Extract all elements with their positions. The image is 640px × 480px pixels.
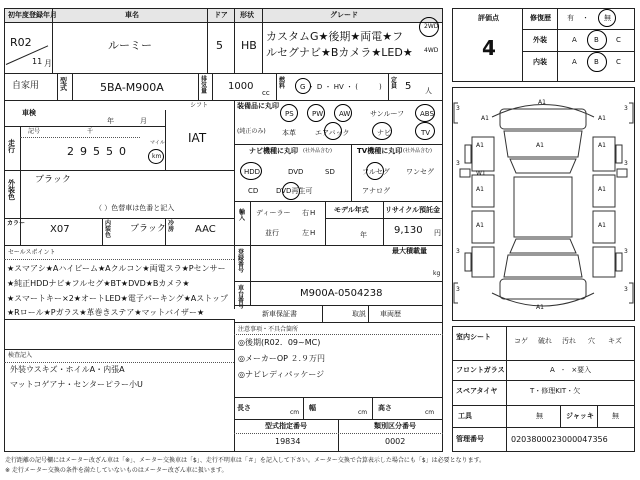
cargo-label: 最大積載量 bbox=[392, 247, 427, 255]
reg-no-label: 登録番号 bbox=[238, 249, 245, 274]
windshield bbox=[510, 159, 576, 173]
exterior-grade-b: B bbox=[594, 36, 599, 44]
sales-line: ★スマートキー×2★オートLED★電子パーキング★Aストップ bbox=[7, 294, 228, 303]
equip-abs: ABS bbox=[420, 110, 434, 118]
interior-b-circle bbox=[587, 52, 607, 72]
odometer-digit: 0 bbox=[119, 145, 126, 158]
corner-label: 3 bbox=[624, 286, 628, 293]
equip-airbag: エアバック bbox=[315, 129, 350, 137]
drive-2wd: 2WD bbox=[424, 23, 439, 30]
equip-abs-circle bbox=[415, 104, 435, 122]
navi-note: (社外品含む) bbox=[303, 148, 332, 154]
exterior-grade-c: C bbox=[616, 36, 621, 44]
door-label: ドア bbox=[214, 11, 228, 19]
shaken-month-unit: 月 bbox=[140, 117, 147, 125]
left-rear-wheel bbox=[465, 253, 471, 271]
first-reg-label: 初年度登録年月 bbox=[8, 11, 57, 19]
width-label: 幅 bbox=[309, 404, 316, 412]
equip-ps: PS bbox=[285, 110, 294, 118]
equip-aw-circle bbox=[334, 104, 352, 122]
navi-dvd-play: DVD再生可 bbox=[276, 187, 313, 195]
equip-pw-circle bbox=[307, 104, 325, 122]
navi-title: ナビ機種に丸印 bbox=[249, 147, 298, 155]
import-left: 左 bbox=[302, 229, 309, 237]
km-label: km bbox=[152, 153, 162, 160]
navi-dvd-play-circle bbox=[282, 182, 300, 200]
damage-mark: A1 bbox=[476, 142, 484, 149]
jack-value: 無 bbox=[612, 412, 619, 420]
navi-dvd: DVD bbox=[288, 168, 304, 176]
front-bumper-line bbox=[492, 105, 594, 118]
grade-line1: カスタムG★後期★両電★フ bbox=[266, 30, 404, 43]
equipment-title: 装備品に丸印 bbox=[237, 102, 279, 110]
score-label: 評価点 bbox=[478, 14, 499, 22]
cargo-unit: kg bbox=[433, 270, 441, 277]
rear-glass bbox=[510, 239, 576, 253]
type-label: 型式 bbox=[60, 77, 67, 92]
model-code: 5BA-M900A bbox=[100, 81, 164, 94]
mile-label: マイル bbox=[150, 140, 165, 146]
capacity: 5 bbox=[405, 81, 412, 92]
model-year-label: モデル年式 bbox=[334, 206, 369, 214]
import-right-val: H bbox=[310, 209, 316, 217]
bracket bbox=[629, 283, 633, 303]
equip-navi-circle bbox=[372, 122, 392, 140]
record-label: 記号 bbox=[28, 128, 41, 135]
displacement: 1000 bbox=[228, 81, 254, 92]
tv-fullseg-circle bbox=[366, 162, 384, 180]
class-number: 0002 bbox=[385, 437, 406, 446]
exterior-grade-a: A bbox=[572, 36, 577, 44]
yen-unit: 円 bbox=[434, 229, 441, 237]
management-label: 管理番号 bbox=[456, 435, 484, 443]
management-number: 0203800023000047356 bbox=[511, 435, 608, 444]
equipment-note: (純正のみ) bbox=[237, 128, 266, 135]
damage-mark: A1 bbox=[598, 222, 606, 229]
equip-ps-circle bbox=[280, 104, 298, 122]
note-line: ◎メーカーOP ２.９万円 bbox=[238, 354, 326, 363]
reg-month: 11 bbox=[32, 57, 43, 66]
front-bumper bbox=[500, 109, 586, 129]
equip-airbag-circle bbox=[324, 122, 342, 140]
damage-mark: A1 bbox=[598, 142, 606, 149]
color-code: X07 bbox=[50, 224, 70, 235]
damage-mark: A1 bbox=[476, 186, 484, 193]
height-unit: cm bbox=[425, 409, 435, 416]
km-circle bbox=[148, 149, 164, 164]
note-line: ◎後期(R02．09~MC) bbox=[238, 338, 321, 347]
recycle-amount: 9,130 bbox=[394, 225, 423, 236]
import-label: 輸入 bbox=[239, 209, 246, 222]
shift: IAT bbox=[188, 131, 207, 145]
tv-fullseg: フルセグ bbox=[362, 168, 390, 176]
bracket bbox=[629, 103, 633, 123]
odometer-digit: 5 bbox=[106, 145, 113, 158]
equip-sunroof: サンルーフ bbox=[370, 110, 405, 118]
rear-bumper bbox=[500, 279, 586, 299]
corner-label: 3 bbox=[456, 286, 460, 293]
equip-tv-circle bbox=[415, 122, 435, 140]
inspector-title: 検査記入 bbox=[8, 352, 33, 359]
damage-mark: A1 bbox=[598, 115, 606, 122]
navi-hdd-circle bbox=[240, 162, 262, 180]
import-parallel: 並行 bbox=[265, 229, 279, 237]
corner-label: 3 bbox=[456, 105, 460, 112]
repair-no: 無 bbox=[604, 14, 611, 22]
import-dealer: ディーラー bbox=[256, 209, 291, 217]
left-mirror bbox=[460, 169, 470, 177]
fuel-options: G ・ D ・ HV ・ ( ) bbox=[300, 83, 382, 91]
right-rear-wheel bbox=[616, 253, 622, 271]
sales-line: ★純正HDDナビ★フルセグ★BT★DVD★Bカメラ★ bbox=[7, 279, 190, 288]
interior-grade-b: B bbox=[594, 58, 599, 66]
usage: 自家用 bbox=[12, 81, 40, 91]
repair-dot: ・ bbox=[582, 14, 589, 22]
import-left-val: H bbox=[310, 229, 316, 237]
warranty-label: 新車保証書 bbox=[262, 310, 297, 318]
drive-4wd: 4WD bbox=[424, 47, 439, 54]
odometer-digit: 5 bbox=[93, 145, 100, 158]
grade-label: グレード bbox=[330, 11, 358, 19]
damage-mark: A1 bbox=[598, 186, 606, 193]
fuel-gasoline-circle bbox=[295, 78, 311, 94]
right-mirror bbox=[617, 169, 627, 177]
color-change-note: （ ）色替車は色番と記入 bbox=[95, 204, 175, 212]
spare-label: スペアタイヤ bbox=[456, 387, 498, 395]
model-year-unit: 年 bbox=[360, 231, 367, 239]
shift-label: シフト bbox=[190, 102, 209, 109]
equip-pw: PW bbox=[312, 110, 324, 118]
type-designation-label: 型式指定番号 bbox=[265, 422, 307, 430]
navi-cd: CD bbox=[248, 187, 259, 195]
tv-analog: アナログ bbox=[362, 187, 390, 195]
tools-label: 工具 bbox=[458, 412, 472, 420]
drive-2wd-circle bbox=[419, 17, 439, 37]
spare-value: T・修理KIT・欠 bbox=[530, 387, 581, 395]
corner-label: 3 bbox=[456, 248, 460, 255]
damage-mark: A1 bbox=[536, 304, 544, 311]
note-line: ◎ナビレディパッケージ bbox=[238, 370, 325, 379]
manual-label: 取説 bbox=[352, 310, 366, 318]
chassis-number: M900A-0504238 bbox=[300, 288, 383, 299]
damage-mark: A1 bbox=[536, 142, 544, 149]
odometer-digit: 9 bbox=[80, 145, 87, 158]
ac-label: 冷房 bbox=[168, 220, 175, 233]
chassis-label: 車台番号 bbox=[238, 285, 245, 310]
damage-mark: W1 bbox=[476, 170, 486, 177]
equip-aw: AW bbox=[339, 110, 351, 118]
right-front-wheel bbox=[616, 145, 622, 163]
tools-value: 無 bbox=[536, 412, 543, 420]
repair-no-circle bbox=[598, 9, 616, 27]
interior-grade-label: 内装 bbox=[533, 58, 547, 66]
tv-oneseg: ワンセグ bbox=[406, 168, 434, 176]
height-label: 高さ bbox=[378, 404, 392, 412]
sales-line: ★Rロール★Pガラス★革巻きステア★マットバイザー★ bbox=[7, 308, 205, 317]
shaken-year-unit: 年 bbox=[107, 117, 114, 125]
exterior-color-label: 外装色 bbox=[8, 179, 15, 201]
history-label: 車両歴 bbox=[380, 310, 401, 318]
windshield-value: A - ×要入 bbox=[550, 366, 592, 374]
corner-label: 3 bbox=[624, 105, 628, 112]
interior-grade-c: C bbox=[616, 58, 621, 66]
inspector-line: 外装ウスキズ・ホイルA・内張A bbox=[10, 365, 125, 374]
mileage-label: 走行 bbox=[8, 139, 15, 154]
footer-line1: 走行距離の記号欄にはメーター改ざん車は「※」、メーター交換車は「$」、走行不明車は「＃」を記入して下さい。メーター交換で合算表示した場合にも「$」は必要となります。 bbox=[5, 457, 486, 464]
equip-leather: 本革 bbox=[282, 129, 296, 137]
sales-line: ★スマアシ★Aハイビーム★Aクルコン★両電スラ★Pセンサー bbox=[7, 264, 226, 273]
length-label: 長さ bbox=[237, 404, 251, 412]
damage-mark: A1 bbox=[538, 99, 546, 106]
corner-label: 3 bbox=[456, 160, 460, 167]
shape: HB bbox=[241, 39, 257, 52]
navi-sd: SD bbox=[325, 168, 335, 176]
grade-line2: ルセグナビ★Bカメラ★LED★ bbox=[266, 46, 413, 59]
interior-seat-label: 室内シート bbox=[456, 333, 491, 341]
width-unit: cm bbox=[358, 409, 368, 416]
footer-line2: ※ 走行メーター交換の条件を満たしていないものはメーター改ざん車に扱います。 bbox=[5, 467, 228, 474]
jack-label: ジャッキ bbox=[566, 412, 594, 420]
import-right: 右 bbox=[302, 209, 309, 217]
tv-title: TV機種に丸印 bbox=[357, 147, 403, 155]
score: 4 bbox=[482, 36, 496, 60]
left-rear-quarter bbox=[472, 247, 494, 277]
tv-note: (社外品含む) bbox=[403, 148, 432, 154]
damage-mark: A1 bbox=[476, 222, 484, 229]
tailgate bbox=[504, 255, 582, 277]
exterior-grade-label: 外装 bbox=[533, 36, 547, 44]
class-label: 類別区分番号 bbox=[374, 422, 416, 430]
month-unit: 月 bbox=[44, 59, 52, 68]
interior-color: ブラック bbox=[130, 224, 166, 234]
windshield-label: フロントガラス bbox=[456, 366, 505, 374]
seat-option: 穴 bbox=[588, 337, 595, 345]
shape-label: 形状 bbox=[240, 11, 254, 19]
roof bbox=[514, 177, 572, 237]
interior-grade-a: A bbox=[572, 58, 577, 66]
car-name: ルーミー bbox=[108, 39, 152, 52]
damage-mark: A1 bbox=[481, 115, 489, 122]
odometer bbox=[64, 146, 129, 157]
odometer-digit: 2 bbox=[67, 145, 74, 158]
equip-tv: TV bbox=[421, 129, 431, 137]
navi-hdd: HDD bbox=[244, 168, 261, 176]
repair-yes: 有 bbox=[567, 14, 574, 22]
car-diagram bbox=[452, 87, 635, 321]
seat-option: 汚れ bbox=[562, 337, 576, 345]
reg-year: R02 bbox=[10, 36, 32, 49]
fuel-label: 燃料 bbox=[279, 77, 286, 90]
displacement-label: 排気量 bbox=[201, 76, 208, 95]
seat-option: 破れ bbox=[538, 337, 552, 345]
corner-label: 3 bbox=[624, 248, 628, 255]
exterior-b-circle bbox=[587, 30, 607, 50]
left-front-wheel bbox=[465, 145, 471, 163]
corner-label: 3 bbox=[624, 160, 628, 167]
repair-label: 修復歴 bbox=[530, 14, 551, 22]
capacity-label: 定員 bbox=[391, 77, 398, 90]
color-code-label: カラー bbox=[7, 220, 26, 227]
ac: AAC bbox=[195, 224, 216, 235]
notes-title: 注意事項・不具合箇所 bbox=[238, 326, 299, 333]
seat-option: コゲ bbox=[514, 337, 528, 345]
length-unit: cm bbox=[290, 409, 300, 416]
interior-color-label: 内装色 bbox=[105, 220, 112, 239]
shaken-label: 車検 bbox=[22, 109, 36, 117]
exterior-color: ブラック bbox=[35, 175, 71, 185]
sales-title: セールスポイント bbox=[8, 249, 56, 256]
car-name-label: 車名 bbox=[125, 11, 139, 19]
doors: 5 bbox=[216, 39, 223, 52]
seat-option: キズ bbox=[608, 337, 622, 345]
recycle-label: リサイクル預託金 bbox=[385, 206, 441, 214]
inspector-line: マットコゲアナ・センターピラー小U bbox=[10, 380, 143, 389]
capacity-unit: 人 bbox=[425, 87, 432, 95]
cc-unit: cc bbox=[262, 89, 270, 97]
right-rear-quarter bbox=[593, 247, 615, 277]
equip-navi: ナビ bbox=[377, 129, 391, 137]
thousand-label: 千 bbox=[87, 128, 94, 135]
type-designation: 19834 bbox=[275, 437, 301, 446]
